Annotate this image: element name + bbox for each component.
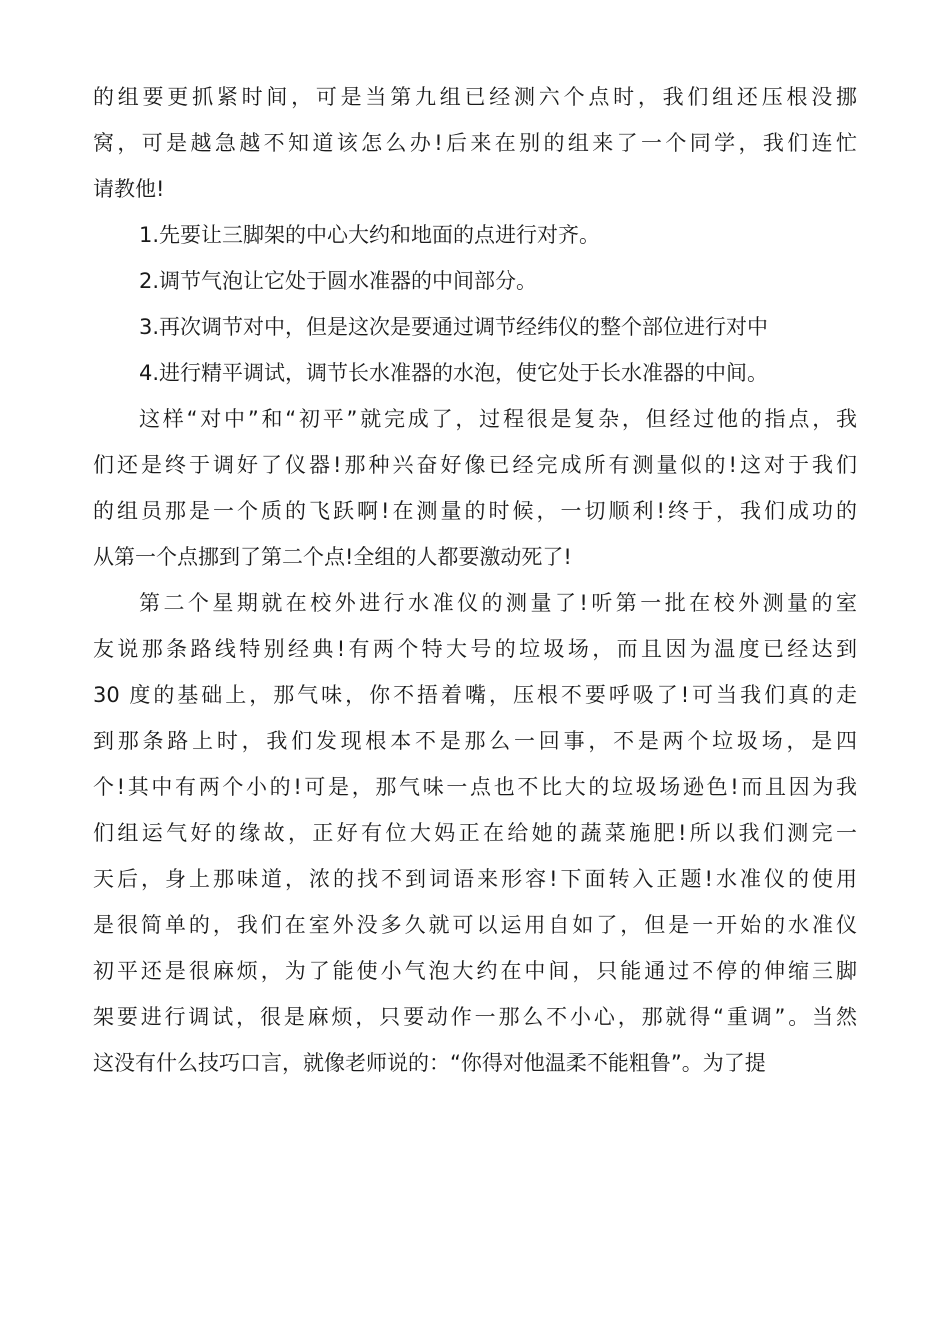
paragraph bbox=[93, 304, 857, 350]
text-line: 第二个星期就在校外进行水准仪的测量了!听第一批在校外测量的室 bbox=[139, 591, 857, 615]
text-line: 天后，身上那味道，浓的找不到词语来形容!下面转入正题!水准仪的使用 bbox=[93, 867, 857, 891]
text-line: 到那条路上时，我们发现根本不是那么一回事，不是两个垃圾场，是四 bbox=[93, 729, 857, 753]
text-line: 3.再次调节对中，但是这次是要通过调节经纬仪的整个部位进行对中 bbox=[139, 315, 769, 339]
paragraph bbox=[93, 212, 857, 258]
body-text bbox=[93, 74, 857, 1086]
text-line: 这没有什么技巧口言，就像老师说的：“你得对他温柔不能粗鲁”。为了提 bbox=[93, 1051, 766, 1075]
paragraph bbox=[93, 350, 857, 396]
text-line: 们组运气好的缘故，正好有位大妈正在给她的蔬菜施肥!所以我们测完一 bbox=[93, 821, 857, 845]
text-line: 4.进行精平调试，调节长水准器的水泡，使它处于长水准器的中间。 bbox=[139, 361, 769, 385]
text-line: 初平还是很麻烦，为了能使小气泡大约在中间，只能通过不停的伸缩三脚 bbox=[93, 959, 857, 983]
text-line: 个!其中有两个小的!可是，那气味一点也不比大的垃圾场逊色!而且因为我 bbox=[93, 775, 857, 799]
text-line: 1.先要让三脚架的中心大约和地面的点进行对齐。 bbox=[139, 223, 601, 247]
paragraph bbox=[93, 580, 857, 1086]
text-line: 的组员那是一个质的飞跃啊!在测量的时候，一切顺利!终于，我们成功的 bbox=[93, 499, 857, 523]
text-line: 这样“对中”和“初平”就完成了，过程很是复杂，但经过他的指点，我 bbox=[139, 407, 857, 431]
text-line: 是很简单的，我们在室外没多久就可以运用自如了，但是一开始的水准仪 bbox=[93, 913, 857, 937]
text-line: 窝，可是越急越不知道该怎么办!后来在别的组来了一个同学，我们连忙 bbox=[93, 131, 857, 155]
text-line: 请教他! bbox=[93, 177, 165, 201]
text-line: 们还是终于调好了仪器!那种兴奋好像已经完成所有测量似的!这对于我们 bbox=[93, 453, 857, 477]
text-line: 友说那条路线特别经典!有两个特大号的垃圾场，而且因为温度已经达到 bbox=[93, 637, 857, 661]
paragraph bbox=[93, 74, 857, 212]
text-line: 2.调节气泡让它处于圆水准器的中间部分。 bbox=[139, 269, 538, 293]
paragraph bbox=[93, 258, 857, 304]
text-line: 从第一个点挪到了第二个点!全组的人都要激动死了! bbox=[93, 545, 572, 569]
text-line: 架要进行调试，很是麻烦，只要动作一那么不小心，那就得“重调”。当然 bbox=[93, 1005, 857, 1029]
text-line: 的组要更抓紧时间，可是当第九组已经测六个点时，我们组还压根没挪 bbox=[93, 85, 857, 109]
text-line: 30 度的基础上，那气味，你不捂着嘴，压根不要呼吸了!可当我们真的走 bbox=[93, 683, 857, 707]
paragraph bbox=[93, 396, 857, 580]
